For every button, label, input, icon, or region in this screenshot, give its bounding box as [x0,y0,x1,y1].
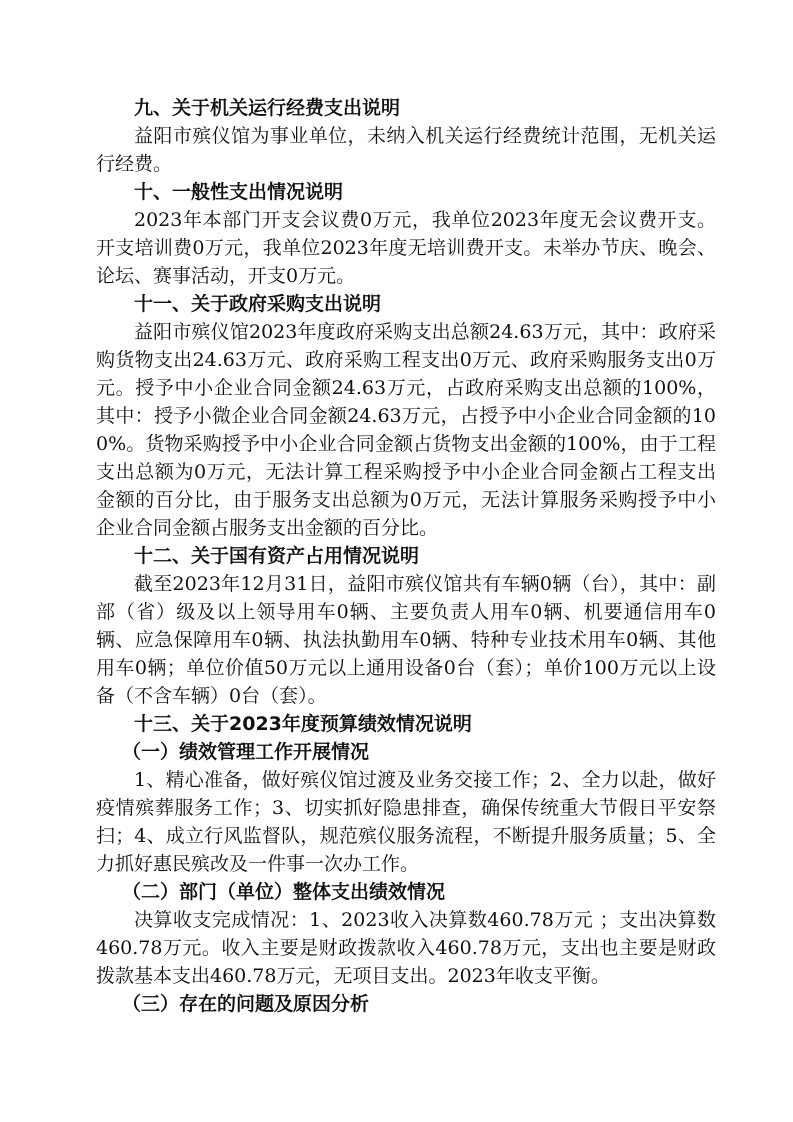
subsection-1-paragraph: 1、精心准备，做好殡仪馆过渡及业务交接工作；2、全力以赴，做好疫情殡葬服务工作；3、切实抓好隐患排查，确保传统重大节假日平安祭扫；4、成立行风监督队，规范殡仪服务流程，不断提升服务质量；5、全力抓好惠民殡改及一件事一次办工作。 [96,769,716,875]
subsection-heading-2: （二）部门（单位）整体支出绩效情况 [122,881,446,903]
section-10-paragraph: 2023年本部门开支会议费0万元，我单位2023年度无会议费开支。开支培训费0万元，我单位2023年度无培训费开支。未举办节庆、晚会、论坛、赛事活动，开支0万元。 [96,209,716,287]
subsection-heading-1: （一）绩效管理工作开展情况 [122,741,370,763]
section-heading-12: 十二、关于国有资产占用情况说明 [134,545,420,567]
section-12-paragraph: 截至2023年12月31日，益阳市殡仪馆共有车辆0辆（台），其中：副部（省）级及以上领导用车0辆、主要负责人用车0辆、机要通信用车0辆、应急保障用车0辆、执法执勤用车0辆、特种专业技术用车0辆、其他用车0辆；单位价值50万元以上通用设备0台（套）；单价100万元以上设备（不含车辆）0台（套）。 [96,573,716,707]
section-9-paragraph: 益阳市殡仪馆为事业单位，未纳入机关运行经费统计范围，无机关运行经费。 [96,125,716,175]
section-11-paragraph: 益阳市殡仪馆2023年度政府采购支出总额24.63万元，其中：政府采购货物支出24.63万元、政府采购工程支出0万元、政府采购服务支出0万元。授予中小企业合同金额24.63万元，占政府采购支出总额的100%，其中：授予小微企业合同金额24.63万元，占授予中小企业合同金额的100%。货物采购授予中小企业合同金额占货物支出金额的100%，由于工程支出总额为0万元，无法计算工程采购授予中小企业合同金额占工程支出金额的百分比，由于服务支出总额为0万元，无法计算服务采购授予中小企业合同金额占服务支出金额的百分比。 [96,321,716,539]
document-page [96,94,716,1018]
section-heading-9: 九、关于机关运行经费支出说明 [134,97,401,119]
section-heading-13: 十三、关于2023年度预算绩效情况说明 [134,713,472,735]
section-heading-10: 十、一般性支出情况说明 [134,181,344,203]
subsection-2-paragraph: 决算收支完成情况：1、2023收入决算数460.78万元 ；支出决算数460.78万元。收入主要是财政拨款收入460.78万元，支出也主要是财政拨款基本支出460.78万元，无项目支出。2023年收支平衡。 [96,909,716,987]
subsection-heading-3: （三）存在的问题及原因分析 [122,993,370,1015]
section-heading-11: 十一、关于政府采购支出说明 [134,293,382,315]
